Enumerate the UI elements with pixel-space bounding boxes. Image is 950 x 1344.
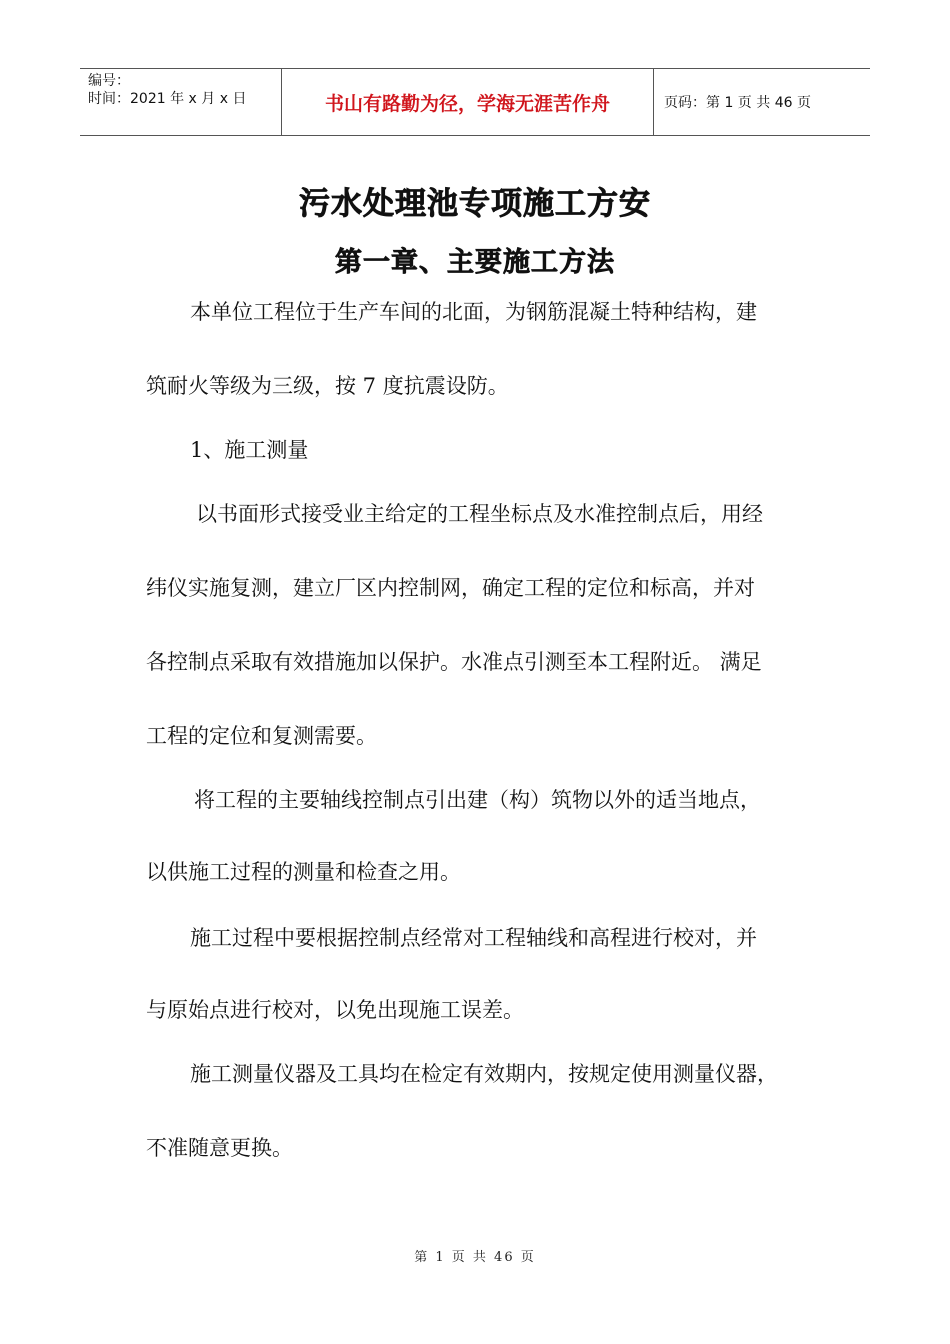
body-line: 各控制点采取有效措施加以保护。水准点引测至本工程附近。 满足 [146,650,762,674]
motto-text: 书山有路勤为径，学海无涯苦作舟 [324,92,610,115]
header-motto-cell [282,69,654,135]
number-label: 编号： [88,73,130,89]
body-line: 将工程的主要轴线控制点引出建（构）筑物以外的适当地点， [194,788,761,812]
body-line: 不准随意更换。 [146,1136,293,1160]
body-line: 以供施工过程的测量和检查之用。 [146,860,461,884]
header-page-info: 页码：第 1 页 共 46 页 [664,95,811,111]
header-page-cell [654,69,870,135]
body-line: 施工过程中要根据控制点经常对工程轴线和高程进行校对，并 [190,926,757,950]
body-line: 纬仪实施复测，建立厂区内控制网，确定工程的定位和标高，并对 [146,576,755,600]
page-footer: 第 1 页 共 46 页 [414,1250,536,1265]
body-line: 以书面形式接受业主给定的工程坐标点及水准控制点后，用经 [196,502,763,526]
header-meta-cell [80,69,282,135]
time-label: 时间：2021 年 x 月 x 日 [88,91,247,107]
section-heading: 1、施工测量 [190,438,309,462]
document-header [80,68,870,136]
body-line: 工程的定位和复测需要。 [146,724,377,748]
chapter-title: 第一章、主要施工方法 [335,247,615,278]
body-line: 筑耐火等级为三级，按 7 度抗震设防。 [146,374,509,398]
document-title: 污水处理池专项施工方安 [299,186,651,222]
body-line: 与原始点进行校对，以免出现施工误差。 [146,998,524,1022]
body-line: 本单位工程位于生产车间的北面，为钢筋混凝土特种结构，建 [190,300,757,324]
body-line: 施工测量仪器及工具均在检定有效期内，按规定使用测量仪器， [190,1062,778,1086]
